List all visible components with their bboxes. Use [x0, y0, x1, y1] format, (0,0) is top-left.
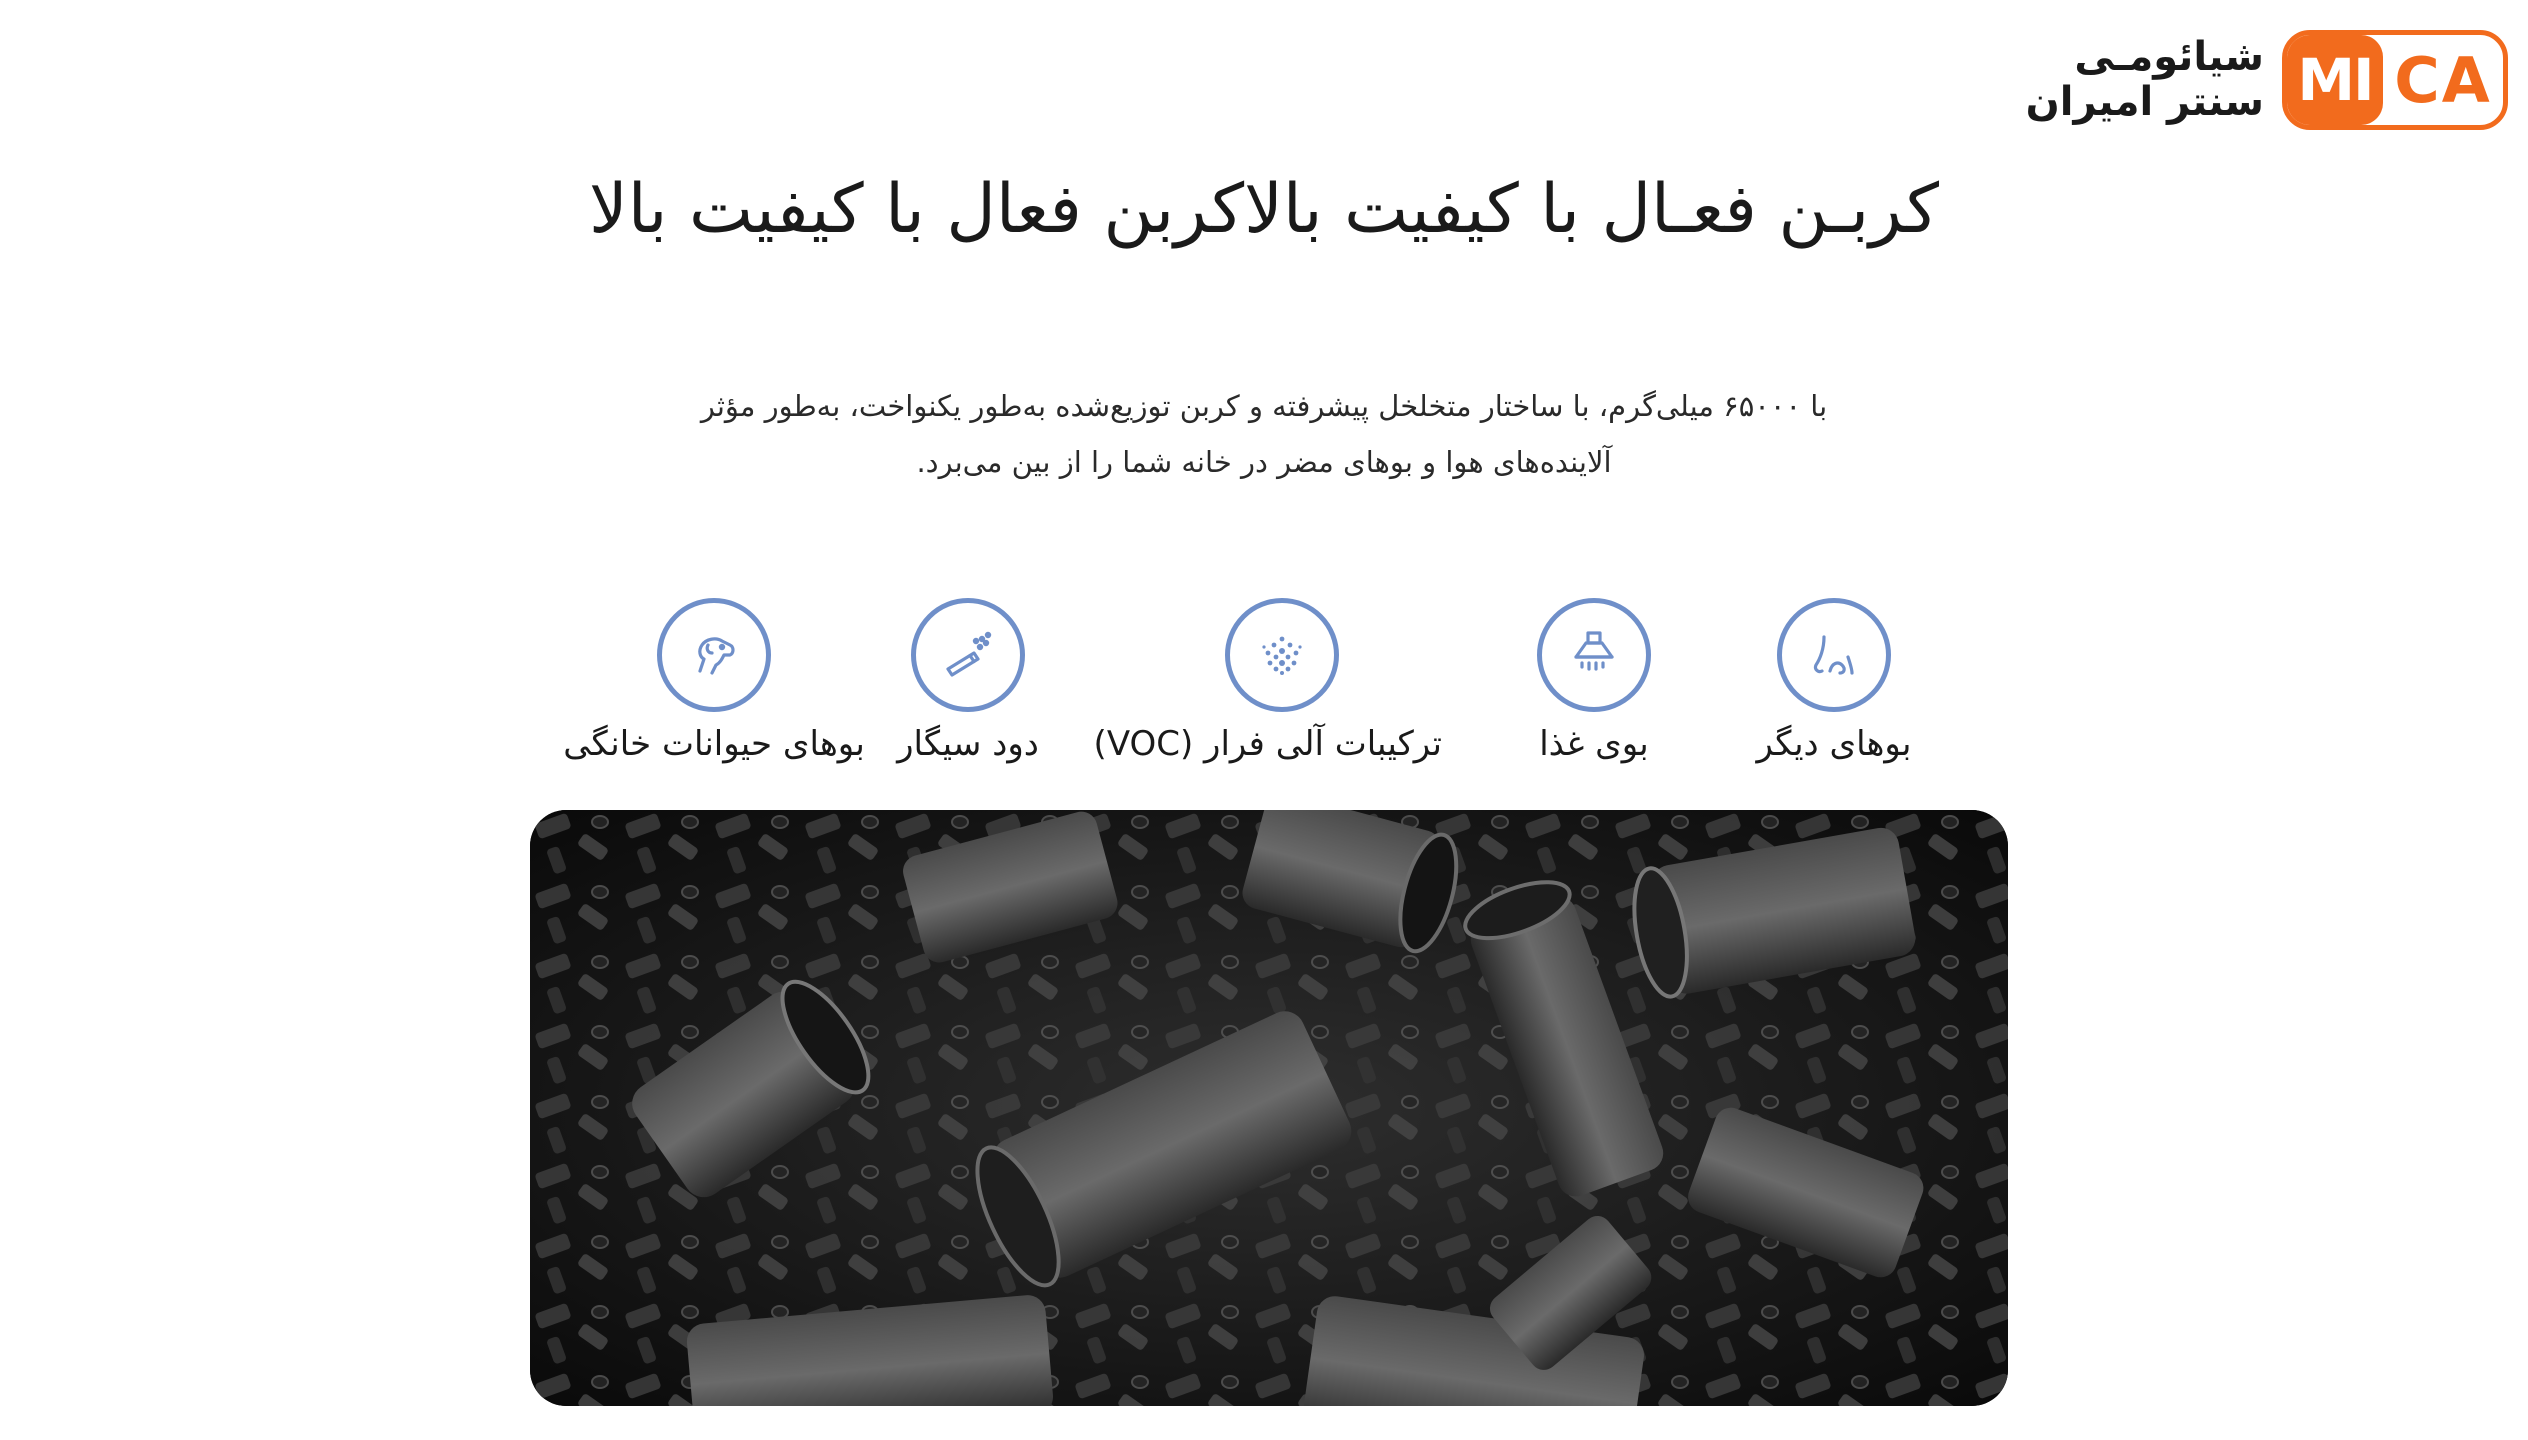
brand-logo[interactable]: [2026, 30, 2508, 130]
logo-mark-mi: MI: [2287, 35, 2383, 125]
nose-icon: [1777, 598, 1891, 712]
feature-label: دود سیگار: [897, 724, 1039, 764]
logo-line-2: سنتر امیران: [2025, 79, 2264, 125]
feature-label: بوهای دیگر: [1756, 724, 1912, 764]
logo-mark: [2282, 30, 2508, 130]
logo-line-1: شیائومـی: [2074, 34, 2264, 81]
feature-voc: [1093, 598, 1442, 764]
feature-list: [0, 598, 2528, 778]
page-title: کربـن فعـال با کیفیت بالاکربن فعال با کیفیت بالا: [588, 170, 1940, 249]
feature-pet-odors: [554, 598, 874, 764]
feature-label: بوی غذا: [1539, 724, 1649, 764]
dog-icon: [657, 598, 771, 712]
feature-food-odor: [1434, 598, 1754, 764]
description-line-1: با ۶۵۰۰۰ میلی‌گرم، با ساختار متخلخل پیشرفته و کربن توزیع‌شده به‌طور یکنواخت، به‌طور مؤثر: [700, 389, 1828, 423]
logo-mark-ca: CA: [2394, 43, 2492, 117]
feature-label: ترکیبات آلی فرار (VOC): [1093, 724, 1442, 764]
logo-text: [2026, 35, 2264, 125]
description: [0, 378, 2528, 490]
particles-icon: [1225, 598, 1339, 712]
description-line-2: آلاینده‌های هوا و بوهای مضر در خانه شما را از بین می‌برد.: [916, 445, 1612, 479]
range-hood-icon: [1537, 598, 1651, 712]
cigarette-icon: [911, 598, 1025, 712]
feature-label: بوهای حیوانات خانگی: [563, 724, 865, 764]
activated-carbon-image: [530, 810, 2008, 1406]
